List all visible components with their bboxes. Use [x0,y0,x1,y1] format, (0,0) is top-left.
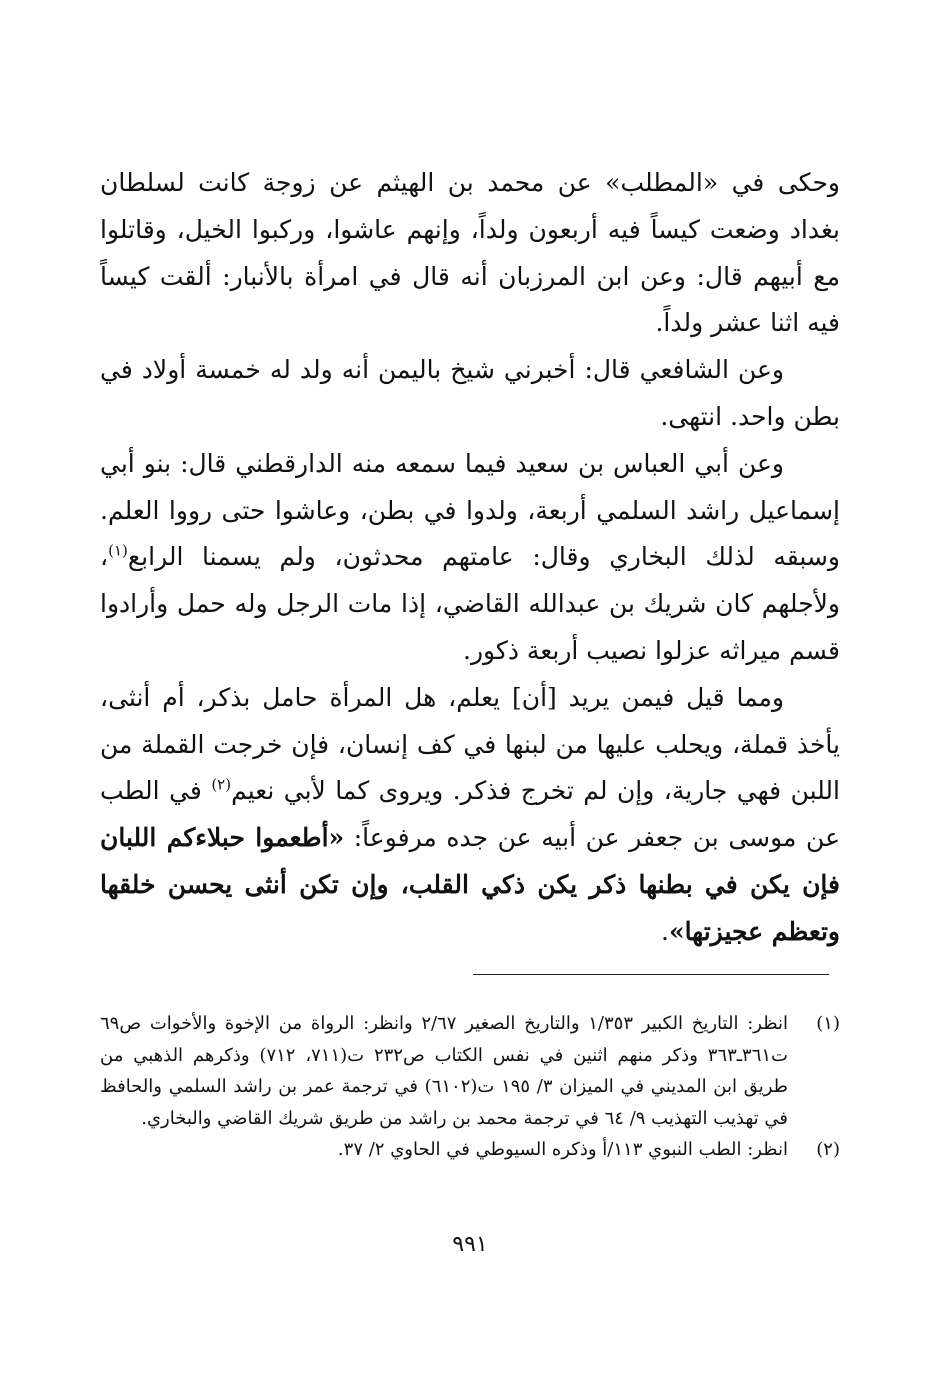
footnote-1 [100,1008,840,1134]
footnote-2-text: انظر: الطب النبوي ١١٣/أ وذكره السيوطي في الحاوي ٢/ ٣٧. [337,1139,788,1160]
footnote-1-text: انظر: التاريخ الكبير ١/٣٥٣ والتاريخ الصغير ٢/٦٧ وانظر: الرواة من الإخوة والأخوات ص٦٩ ت٣٦١ـ٣٦٣ وذكر منهم اثنين في نفس الكتاب ص٢٣٢ ت(٧١١، ٧١٢) وذكرهم الذهبي من طريق ابن المديني في الميزان ٣/ ١٩٥ ت(٦١٠٢) في ترجمة عمر بن راشد السلمي والحافظ في تهذيب التهذيب ٩/ ٦٤ في ترجمة محمد بن راشد من طريق شريك القاضي والبخاري. [100,1013,789,1129]
paragraph-4-text-b: في الطب عن موسى بن جعفر عن أبيه عن جده مرفوعاً: [100,776,840,853]
footnote-separator [473,974,829,975]
footnote-1-number: (١) [816,1013,840,1034]
paragraph-4 [100,675,840,956]
paragraph-2-text: وعن الشافعي قال: أخبرني شيخ باليمن أنه ولد له خمسة أولاد في بطن واحد. انتهى. [100,355,840,431]
footnote-ref-1[interactable]: (١) [108,542,128,561]
footnote-ref-2[interactable]: (٢) [211,776,232,795]
paragraph-1-text: وحكى في «المطلب» عن محمد بن الهيثم عن زوجة كانت لسلطان بغداد وضعت كيساً فيه أربعون ولداً، وإنهم عاشوا، وركبوا الخيل، وقاتلوا مع أبيهم قال: وعن ابن المرزبان أنه قال في امرأة بالأنبار: ألقت كيساً فيه اثنا عشر ولداً. [100,168,840,338]
paragraph-3-text-a: وعن أبي العباس بن سعيد فيما سمعه منه الدارقطني قال: بنو أبي إسماعيل راشد السلمي أربعة، ولدوا في بطن، وعاشوا حتى رووا العلم. وسبقه لذلك البخاري وقال: عامتهم محدثون، ولم يسمنا الرابع [100,448,840,572]
hadith-quote: «أطعموا حبلاءكم اللبان فإن يكن في بطنها ذكر يكن ذكي القلب، وإن تكن أنثى يحسن خلقها وتعظم عجيزتها» [100,823,840,946]
paragraph-1 [100,160,840,347]
paragraph-3-text-b: ، ولأجلهم كان شريك بن عبدالله القاضي، إذا مات الرجل وله حمل وأرادوا قسم ميراثه عزلوا نصيب أربعة ذكور. [100,542,840,665]
page-number: ٩٩١ [452,1232,488,1257]
paragraph-3 [100,441,840,675]
footnotes-section [100,1008,840,1166]
footnote-2-number: (٢) [816,1139,840,1160]
paragraph-4-end: . [660,916,669,946]
paragraph-4-text-a: ومما قيل فيمن يريد [أن] يعلم، هل المرأة حامل بذكر، أم أنثى، يأخذ قملة، ويحلب عليها من لبنها في كف إنسان، فإن خرجت القملة من اللبن فهي جارية، وإن لم تخرج فذكر. ويروى كما لأبي نعيم [100,682,840,806]
paragraph-2 [100,347,840,441]
footnote-2 [100,1134,840,1166]
main-text-body [100,160,840,956]
